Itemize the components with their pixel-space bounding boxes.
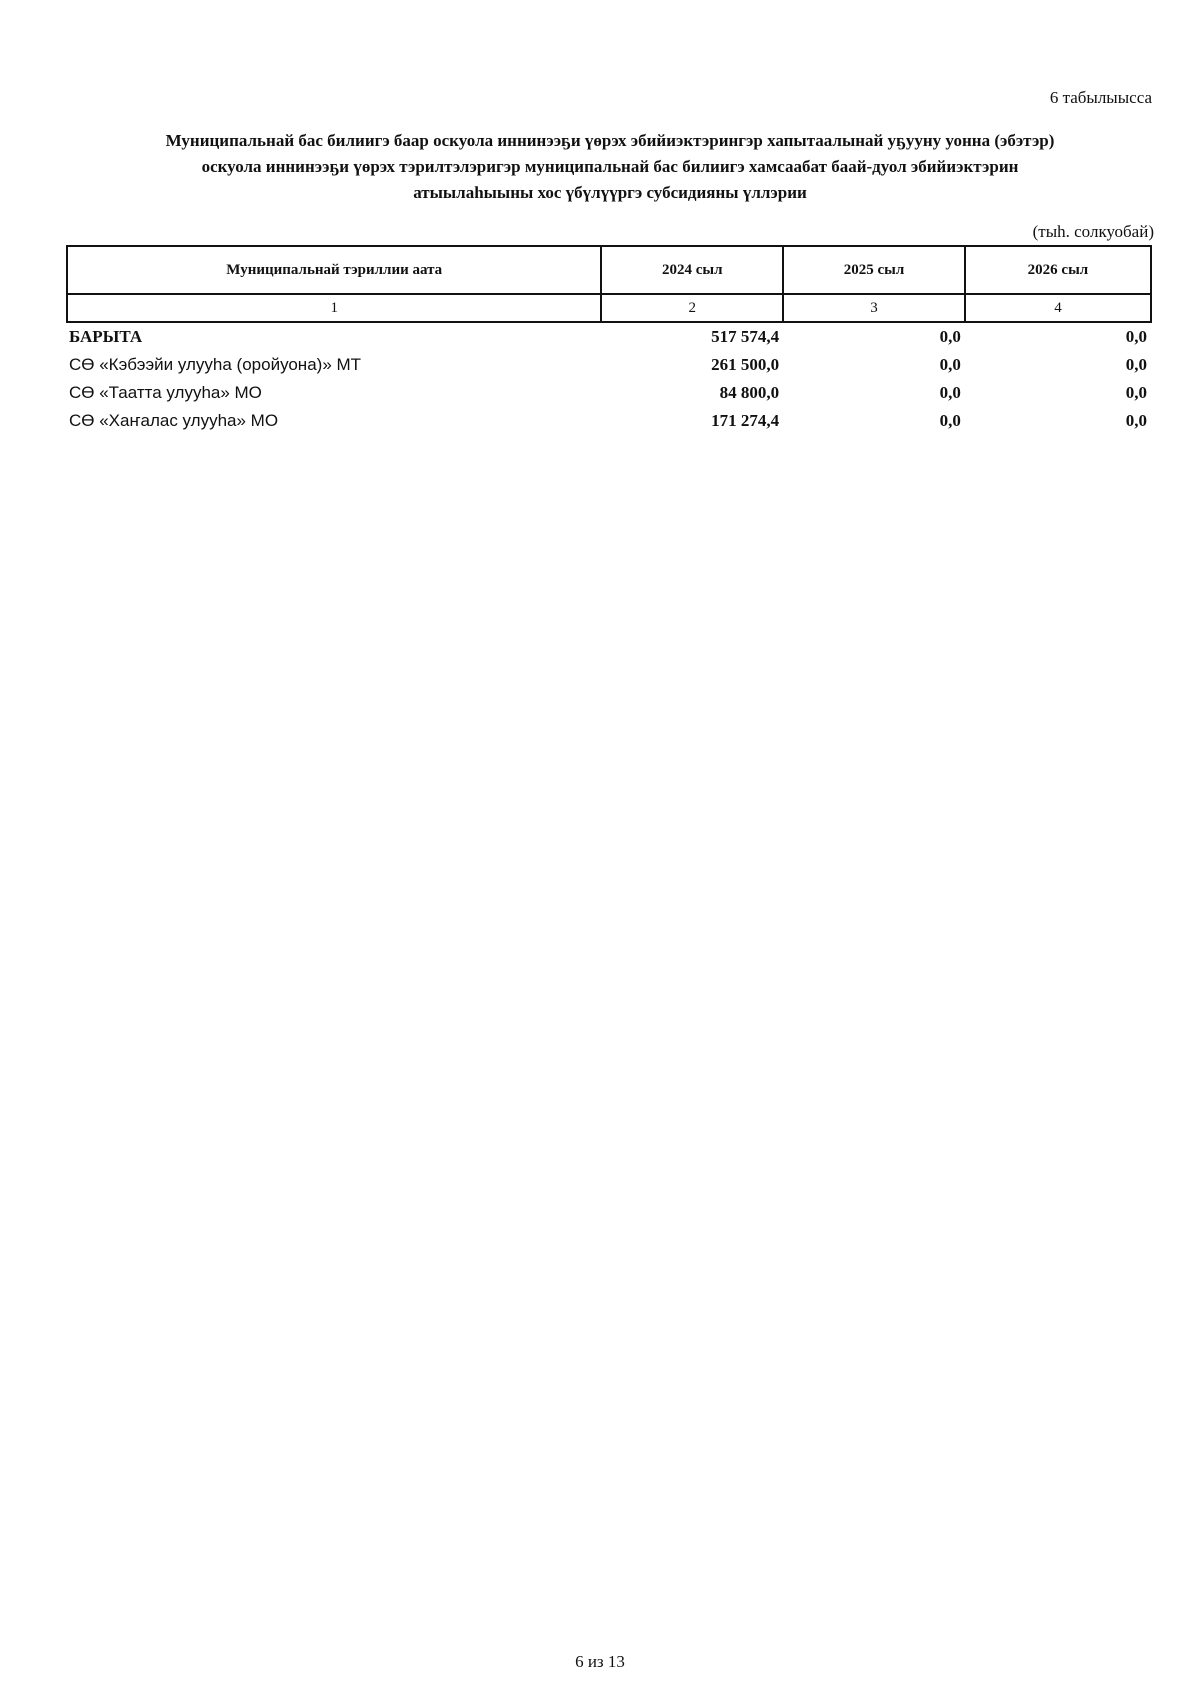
- row-value-2024: 84 800,0: [719, 383, 780, 402]
- table-row: [67, 351, 1151, 379]
- row-name: СӨ «Кэбээйи улууһа (оройуона)» МТ: [69, 355, 362, 374]
- row-value-2026: 0,0: [1125, 383, 1147, 402]
- row-name: БАРЫТА: [69, 327, 143, 346]
- title-line-2: оскуола иннинээҕи үөрэх тэрилтэлэригэр муниципальнай бас билиигэ хамсаабат баай-дуол эбийиэктэрин: [201, 157, 1019, 176]
- column-number: 1: [67, 294, 601, 322]
- row-value-2025: 0,0: [939, 411, 961, 430]
- row-value-2026: 0,0: [1125, 327, 1147, 346]
- row-name: СӨ «Хаҥалас улууһа» МО: [69, 411, 279, 430]
- table-row-total: [67, 322, 1151, 351]
- header-2024: 2024 сыл: [601, 246, 783, 294]
- row-value-2024: 261 500,0: [711, 355, 780, 374]
- row-value-2026: 0,0: [1125, 411, 1147, 430]
- row-value-2025: 0,0: [939, 327, 961, 346]
- row-value-2024: 171 274,4: [711, 411, 780, 430]
- page-number: 6 из 13: [575, 1652, 625, 1671]
- header-municipality: Муниципальнай тэриллии аата: [67, 246, 601, 294]
- column-number: 3: [783, 294, 965, 322]
- row-value-2026: 0,0: [1125, 355, 1147, 374]
- row-value-2024: 517 574,4: [711, 327, 780, 346]
- table-row: [67, 379, 1151, 407]
- subsidy-table: [66, 245, 1152, 435]
- row-name: СӨ «Таатта улууһа» МО: [69, 383, 262, 402]
- unit-label: (тыһ. солкуобай): [1032, 222, 1154, 241]
- title-line-3: атыылаһыыны хос үбүлүүргэ субсидияны үллэрии: [413, 183, 807, 202]
- header-2025: 2025 сыл: [783, 246, 965, 294]
- column-number: 4: [965, 294, 1151, 322]
- table-row: [67, 407, 1151, 435]
- appendix-label: 6 табылыысса: [1049, 88, 1152, 107]
- column-number: 2: [601, 294, 783, 322]
- row-value-2025: 0,0: [939, 355, 961, 374]
- title-line-1: Муниципальнай бас билиигэ баар оскуола иннинээҕи үөрэх эбийиэктэрингэр хапытаалынай уҕууну уонна (эбэтэр): [165, 131, 1055, 150]
- header-2026: 2026 сыл: [965, 246, 1151, 294]
- row-value-2025: 0,0: [939, 383, 961, 402]
- document-title: [80, 128, 1140, 206]
